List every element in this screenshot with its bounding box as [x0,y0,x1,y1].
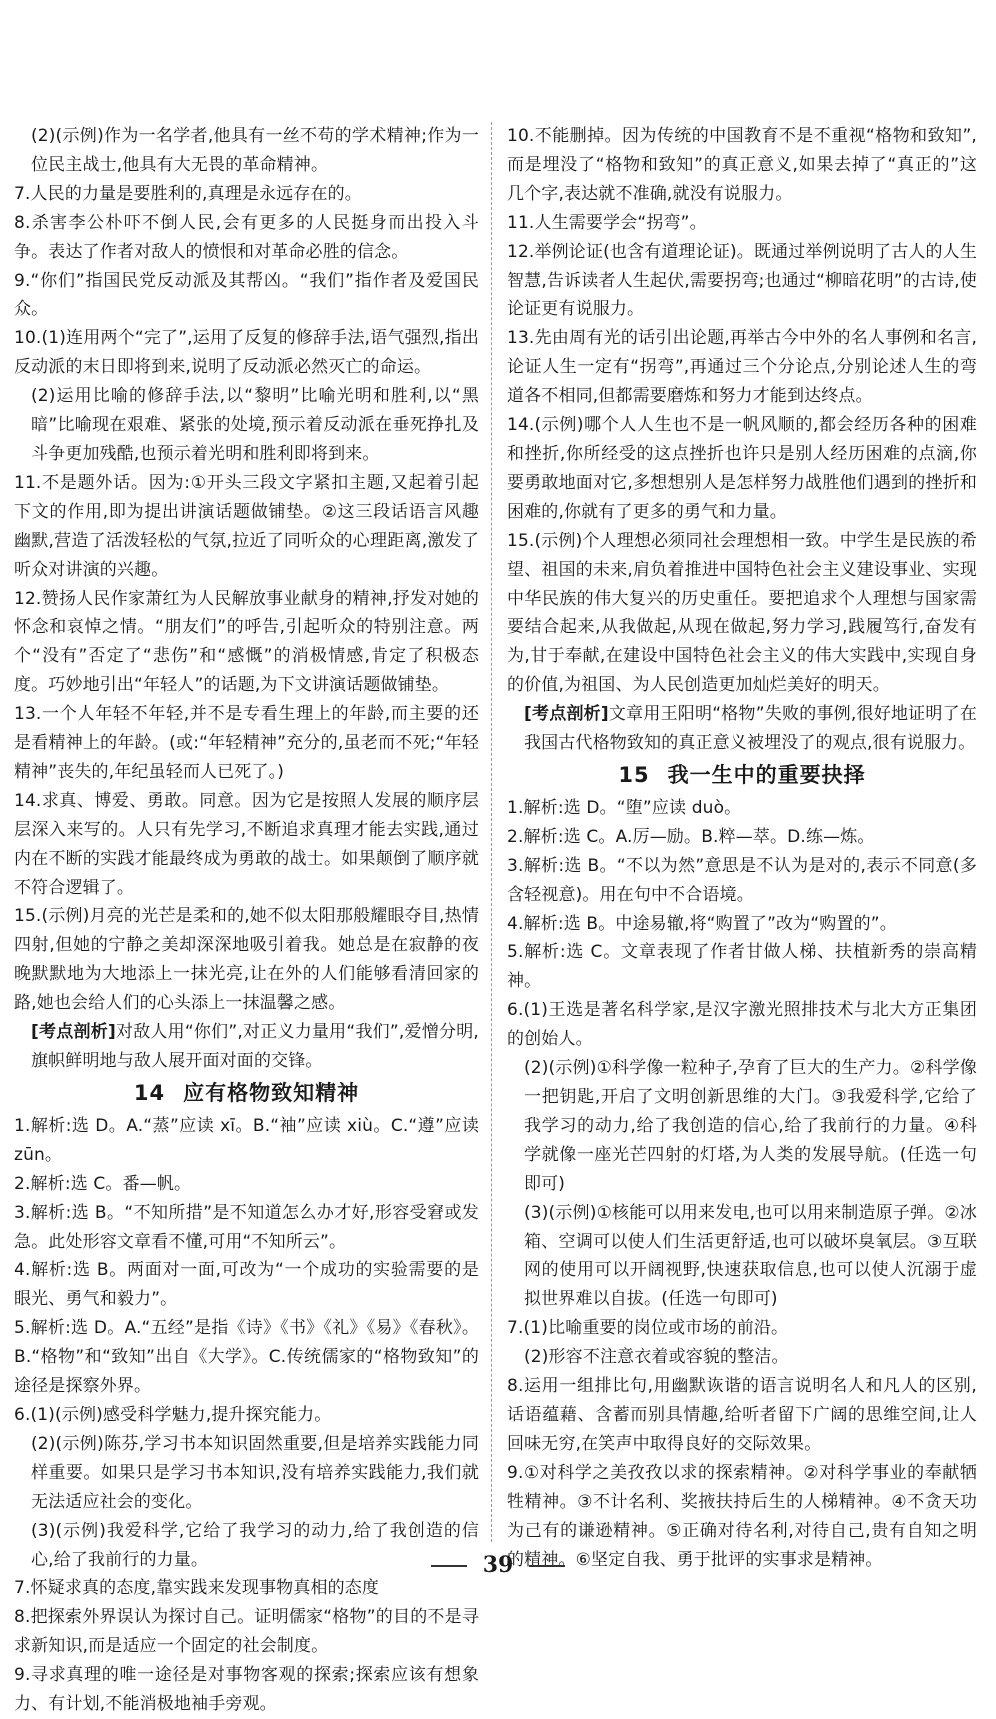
answer-item: 13.一个人年轻不年轻,并不是专看生理上的年龄,而主要的还是看精神上的年龄。(或:“年轻精神”充分的,虽老而不死;“年轻精神”丧失的,年纪虽轻而人已死了。) [14,704,479,782]
answer-item: 14.(示例)哪个人人生也不是一帆风顺的,都会经历各种的困难和挫折,你所经受的这点挫折也许只是别人经历困难的点滴,你要勇敢地面对它,多想想别人是怎样努力战胜他们遇到的挫折和困难的,你就有了更多的勇气和力量。 [507,415,977,522]
answer-item: 6.(1)(示例)感受科学魅力,提升探究能力。 [14,1404,332,1425]
footer-dash-left [431,1565,467,1567]
answer-item: 7.人民的力量是要胜利的,真理是永远存在的。 [14,183,362,204]
column-divider [491,122,492,1542]
answer-item: 8.运用一组排比句,用幽默诙谐的语言说明名人和凡人的区别,话语蕴藉、含蓄而别具情趣,给听者留下广阔的思维空间,让人回味无穷,在笑声中取得良好的交际效果。 [507,1376,977,1454]
answer-item: (2)(示例)①科学像一粒种子,孕育了巨大的生产力。②科学像一把钥匙,开启了文明创新思维的大门。③我爱科学,它给了我学习的动力,给了我创造的信心,给了我前行的力量。④科学就像一座光芒四射的灯塔,为人类的发展导航。(任选一句即可) [524,1058,977,1194]
answer-item: (3)(示例)我爱科学,它给了我学习的动力,给了我创造的信心,给了我前行的力量。 [31,1520,479,1570]
exam-analysis-note [507,700,977,758]
section-heading: 我一生中的重要抉择 [667,762,866,787]
answer-item: 13.先由周有光的话引出论题,再举古今中外的名人事例和名言,论证人生一定有“拐弯”,再通过三个分论点,分别论述人生的弯道各不相同,但都需要磨炼和努力才能到达终点。 [507,328,977,407]
answer-item: 8.把探索外界误认为探讨自己。证明儒家“格物”的目的不是寻求新知识,而是适应一个固定的社会制度。 [14,1607,479,1657]
page-number: 39 [482,1552,514,1578]
answer-item: 9.“你们”指国民党反动派及其帮凶。“我们”指作者及爱国民众。 [14,270,479,320]
answer-item: 15.(示例)月亮的光芒是柔和的,她不似太阳那般耀眼夺目,热情四射,但她的宁静之美却深深地吸引着我。她总是在寂静的夜晚默默地为大地添上一抹光亮,让在外的人们能够看清回家的路,她也会给人们的心头添上一抹温馨之感。 [14,906,479,1014]
answer-item: 4.解析:选 B。两面对一面,可改为“一个成功的实验需要的是眼光、勇气和毅力”。 [14,1260,479,1310]
answer-item: 5.解析:选 C。文章表现了作者甘做人梯、扶植新秀的崇高精神。 [507,942,977,992]
answer-item: 14.求真、博爱、勇敢。同意。因为它是按照人发展的顺序层层深入来写的。人只有先学习,不断追求真理才能去实践,通过内在不断的实践才能最终成为勇敢的战士。如果颠倒了顺序就不符合逻辑了。 [14,790,479,898]
footer-dash-right [529,1565,565,1567]
answer-item: 3.解析:选 B。“不知所措”是不知道怎么办才好,形容受窘或发急。此处形容文章看不懂,可用“不知所云”。 [14,1202,479,1252]
answer-item: 8.杀害李公朴吓不倒人民,会有更多的人民挺身而出投入斗争。表达了作者对敌人的愤恨和对革命必胜的信念。 [14,212,479,262]
answer-item: 4.解析:选 B。中途易辙,将“购置了”改为“购置的”。 [507,913,897,934]
answer-item: 10.不能删掉。因为传统的中国教育不是不重视“格物和致知”,而是埋没了“格物和致知”的真正意义,如果去掉了“真正的”这几个字,表达就不准确,就没有说服力。 [507,126,977,204]
exam-analysis-text: 文章用王阳明“格物”失败的事例,很好地证明了在我国古代格物致知的真正意义被埋没了的观点,很有说服力。 [524,704,978,754]
answer-item: 11.不是题外话。因为:①开头三段文字紧扣主题,又起着引起下文的作用,即为提出讲演话题做铺垫。②这三段话语言风趣幽默,营造了活泼轻松的气氛,拉近了同听众的心理距离,激发了听众对讲演的兴趣。 [14,472,479,580]
answer-item: 9.寻求真理的唯一途径是对事物客观的探索;探索应该有想象力、有计划,不能消极地袖手旁观。 [14,1665,479,1715]
answer-item: (2)(示例)作为一名学者,他具有一丝不苟的学术精神;作为一位民主战士,他具有大无畏的革命精神。 [31,126,479,175]
answer-item: (2)运用比喻的修辞手法,以“黎明”比喻光明和胜利,以“黑暗”比喻现在艰难、紧张的处境,预示着反动派在垂死挣扎及斗争更加残酷,也预示着光明和胜利即将到来。 [31,386,479,464]
answer-item: 2.解析:选 C。番—帆。 [14,1173,192,1194]
answer-item: (3)(示例)①核能可以用来发电,也可以用来制造原子弹。②冰箱、空调可以使人们生活更舒适,也可以破坏臭氧层。③互联网的使用可以开阔视野,快速获取信息,也可以使人沉溺于虚拟世界难以自拔。(任选一句即可) [524,1202,977,1310]
answer-item: 15.(示例)个人理想必须同社会理想相一致。中学生是民族的希望、祖国的未来,肩负着推进中国特色社会主义建设事业、实现中华民族的伟大复兴的历史重任。要把追求个人理想与国家需要结合起来,从我做起,从现在做起,努力学习,践履笃行,奋发有为,甘于奉献,在建设中国特色社会主义的伟大实践中,实现自身的价值,为祖国、为人民创造更加灿烂美好的明天。 [507,530,977,696]
exam-analysis-label: [考点剖析] [31,1022,116,1043]
answer-item: 11.人生需要学会“拐弯”。 [507,212,707,233]
left-column [14,122,479,1719]
answer-item: 12.举例论证(也含有道理论证)。既通过举例说明了古人的人生智慧,告诉读者人生起伏,需要拐弯;也通过“柳暗花明”的古诗,使论证更有说服力。 [507,241,977,320]
answer-item: 2.解析:选 C。A.厉—励。B.粹—萃。D.练—炼。 [507,826,875,847]
exam-analysis-label-text: 考点剖析 [38,1022,108,1043]
section-heading: 应有格物致知精神 [183,1080,360,1105]
exam-analysis-label-text: 考点剖析 [531,704,601,725]
section-title [14,1076,479,1110]
answer-item: 10.(1)连用两个“完了”,运用了反复的修辞手法,语气强烈,指出反动派的末日即将到来,说明了反动派必然灭亡的命运。 [14,328,479,378]
page-footer [0,1552,996,1578]
answer-item: 3.解析:选 B。“不以为然”意思是不认为是对的,表示不同意(多含轻视意)。用在句中不合语境。 [507,855,977,905]
answer-item: 6.(1)王选是著名科学家,是汉字激光照排技术与北大方正集团的创始人。 [507,1000,977,1050]
answer-item: 1.解析:选 D。“堕”应读 duò。 [507,797,742,818]
section-number: 15 [618,762,650,787]
answer-item: 1.解析:选 D。A.“蒸”应读 xī。B.“袖”应读 xiù。C.“遵”应读 zūn。 [14,1115,479,1165]
answer-item: (2)(示例)陈芬,学习书本知识固然重要,但是培养实践能力同样重要。如果只是学习书本知识,没有培养实践能力,我们就无法适应社会的变化。 [31,1433,479,1512]
answer-item: 7.怀疑求真的态度,靠实践来发现事物真相的态度 [14,1578,380,1599]
answer-item: 9.①对科学之美孜孜以求的探索精神。②对科学事业的奉献牺牲精神。③不计名利、奖掖扶持后生的人梯精神。④不贪天功为己有的谦逊精神。⑤正确对待名利,对待自己,贵有自知之明的精神。⑥坚定自我、勇于批评的实事求是精神。 [507,1462,977,1570]
section-title [507,758,977,792]
right-column [507,122,977,1574]
exam-analysis-label: [考点剖析] [524,704,609,725]
section-number: 14 [133,1080,166,1105]
answer-item: 7.(1)比喻重要的岗位或市场的前沿。 [507,1318,789,1339]
answer-item: 12.赞扬人民作家萧红为人民解放事业献身的精神,抒发对她的怀念和哀悼之情。“朋友们”的呼告,引起听众的特别注意。两个“没有”否定了“悲伤”和“感慨”的消极情感,肯定了积极态度。巧妙地引出“年轻人”的话题,为下文讲演话题做铺垫。 [14,588,479,696]
answer-item: 5.解析:选 D。A.“五经”是指《诗》《书》《礼》《易》《春秋》。B.“格物”和“致知”出自《大学》。C.传统儒家的“格物致知”的途径是探察外界。 [14,1318,479,1397]
answer-item: (2)形容不注意衣着或容貌的整洁。 [524,1347,789,1368]
exam-analysis-text: 对敌人用“你们”,对正义力量用“我们”,爱憎分明,旗帜鲜明地与敌人展开面对面的交锋。 [31,1022,479,1071]
exam-analysis-note [14,1018,479,1076]
